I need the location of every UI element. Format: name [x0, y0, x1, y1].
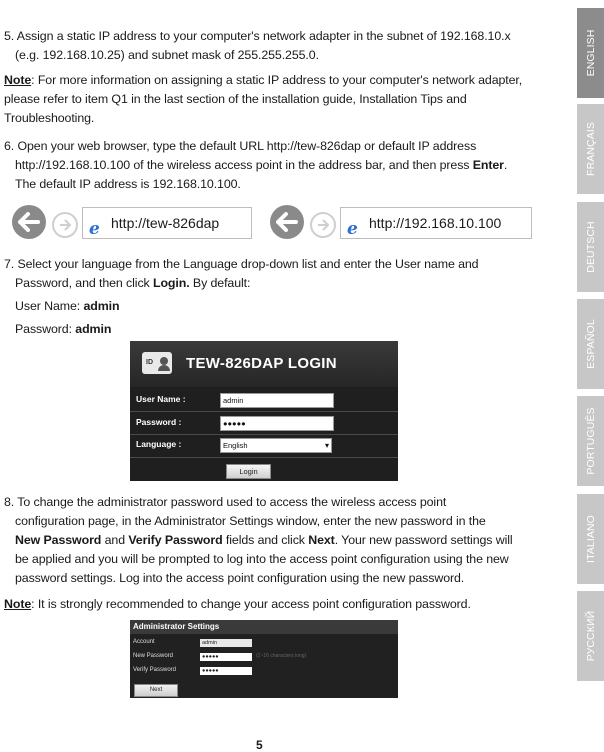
note-1-label: Note — [4, 73, 32, 87]
step-7 — [4, 255, 532, 339]
verify-password-label: Verify Password — [133, 667, 177, 673]
step-7-line-1: 7. Select your language from the Language drop-down list and enter the User name and — [4, 257, 479, 271]
verify-password-row — [130, 666, 398, 679]
password-input[interactable]: ●●●●● — [220, 416, 334, 431]
note-1-text: : For more information on assigning a static IP address to your computer's network adapter, please refer to item Q1 in the last section of the installation guide, Installation Tips and Troubleshooting. — [4, 73, 523, 125]
admin-settings-header: Administrator Settings — [130, 620, 398, 634]
new-password-input[interactable]: ●●●●● — [200, 653, 252, 661]
default-username: User Name: admin — [15, 299, 120, 313]
url-field[interactable] — [340, 207, 532, 239]
forward-arrow-icon[interactable] — [310, 212, 336, 238]
tab-english[interactable]: ENGLISH — [577, 8, 604, 98]
language-label: Language : — [136, 439, 182, 449]
page-number: 5 — [256, 738, 263, 752]
username-input[interactable]: admin — [220, 393, 334, 408]
step-8 — [4, 493, 532, 588]
step-6-line-2: http://192.168.10.100 of the wireless access point in the address bar, and then press Enter. — [15, 158, 508, 172]
password-label: Password : — [136, 417, 182, 427]
language-row — [130, 436, 398, 456]
login-title: TEW-826DAP LOGIN — [186, 355, 337, 372]
step-8-line-1: 8. To change the administrator password used to access the wireless access point — [4, 495, 447, 509]
login-panel — [130, 341, 398, 481]
url-field[interactable] — [82, 207, 252, 239]
browser-address-bar-2 — [270, 199, 532, 243]
language-select[interactable]: English ▾ — [220, 438, 332, 453]
back-arrow-icon[interactable] — [12, 205, 46, 239]
url-text: http://tew-826dap — [111, 215, 220, 231]
url-text: http://192.168.10.100 — [369, 215, 502, 231]
note-1 — [4, 71, 532, 128]
tab-italiano[interactable]: ITALIANO — [577, 494, 604, 584]
note-2 — [4, 595, 532, 614]
admin-settings-panel — [130, 620, 398, 698]
id-card-icon: ID — [142, 352, 172, 374]
step-7-line-2: Password, and then click Login. By default: — [15, 276, 251, 290]
browser-address-bar-1 — [12, 199, 252, 243]
language-tabs — [575, 0, 604, 751]
default-password: Password: admin — [15, 322, 112, 336]
verify-password-input[interactable]: ●●●●● — [200, 667, 252, 675]
step-6 — [4, 137, 532, 194]
step-5-line-2: (e.g. 192.168.10.25) and subnet mask of 255.255.255.0. — [15, 48, 319, 62]
tab-deutsch[interactable]: DEUTSCH — [577, 202, 604, 292]
login-header — [130, 341, 398, 387]
tab-portugues[interactable]: PORTUGUÊS — [577, 396, 604, 486]
new-password-label: New Password — [133, 653, 174, 659]
step-5-line-1: 5. Assign a static IP address to your computer's network adapter in the subnet of 192.168.10.x — [4, 29, 511, 43]
step-8-line-5: password settings. Log into the access point configuration using the new password. — [15, 571, 465, 585]
step-6-line-3: The default IP address is 192.168.10.100. — [15, 177, 241, 191]
tab-espanol[interactable]: ESPAÑOL — [577, 299, 604, 389]
username-label: User Name : — [136, 394, 186, 404]
tab-francais[interactable]: FRANÇAIS — [577, 104, 604, 194]
chevron-down-icon: ▾ — [324, 441, 329, 450]
forward-arrow-icon[interactable] — [52, 212, 78, 238]
username-row — [130, 391, 398, 411]
step-5 — [4, 27, 532, 65]
note-2-label: Note — [4, 597, 32, 611]
browser-ie-icon: e — [89, 219, 100, 239]
browser-ie-icon: e — [347, 219, 358, 239]
step-8-line-2: configuration page, in the Administrator Settings window, enter the new password in the — [15, 514, 486, 528]
login-button[interactable]: Login — [226, 464, 271, 479]
new-password-hint: (1~16 characters long) — [256, 653, 307, 659]
new-password-row — [130, 652, 398, 665]
account-row — [130, 638, 398, 651]
tab-russian[interactable]: РУССКИЙ — [577, 591, 604, 681]
account-field: admin — [200, 639, 252, 647]
note-2-text: : It is strongly recommended to change your access point configuration password. — [31, 597, 471, 611]
account-label: Account — [133, 639, 155, 645]
step-6-line-1: 6. Open your web browser, type the default URL http://tew-826dap or default IP address — [4, 139, 477, 153]
step-8-line-3: New Password and Verify Password fields and click Next. Your new password settings will — [15, 533, 513, 547]
next-button[interactable]: Next — [134, 684, 178, 697]
back-arrow-icon[interactable] — [270, 205, 304, 239]
password-row — [130, 414, 398, 434]
step-8-line-4: be applied and you will be prompted to log into the access point configuration using the new — [15, 552, 509, 566]
